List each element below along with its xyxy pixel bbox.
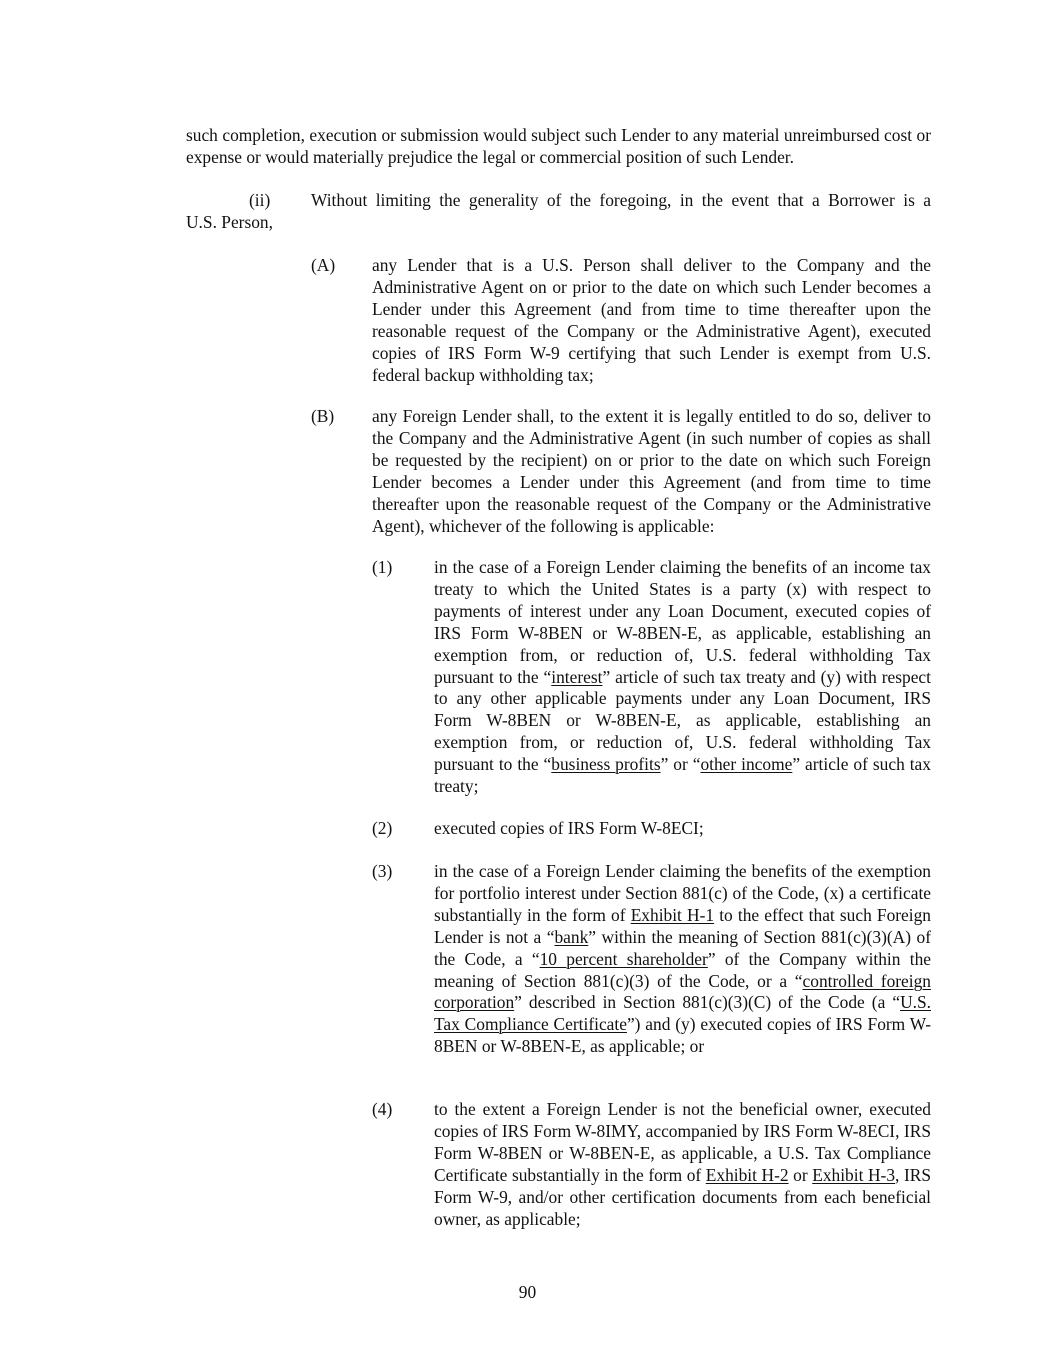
item-3-part: ” within the meaning of Section 881(c)(3)(A) of the Code, a “ — [434, 926, 931, 969]
defined-term-interest: interest — [551, 666, 603, 687]
item-3-part: ” described in Section 881(c)(3)(C) of the Code (a “ — [514, 992, 901, 1013]
defined-term-us-tax-compliance-certificate: U.S. Tax Compliance Certificate — [434, 992, 931, 1035]
clause-ii-label: (ii) — [249, 190, 271, 210]
item-2 — [434, 818, 931, 840]
page-number: 90 — [518, 1282, 537, 1302]
defined-term-10-percent-shareholder: 10 percent shareholder — [539, 948, 708, 969]
item-1 — [434, 557, 931, 798]
defined-term-controlled-foreign-corporation: controlled foreign corporation — [434, 970, 931, 1013]
intro-text: such completion, execution or submission would subject such Lender to any material unreimbursed cost or expense or would materially prejudice the legal or commercial position of such Lender. — [186, 125, 931, 167]
item-4-part: to the extent a Foreign Lender is not the beneficial owner, executed copies of IRS Form W-8IMY, accompanied by IRS Form W-8ECI, IRS Form W-8BEN or W-8BEN-E, as applicable, a U.S. Tax Compliance Certificate substantially in the form of — [434, 1099, 931, 1185]
item-1-text — [434, 557, 931, 798]
item-2-label: (2) — [372, 818, 393, 838]
clause-ii-text: Without limiting the generality of the foregoing, in the event that a Borrower is a — [311, 190, 931, 210]
intro-paragraph — [186, 125, 931, 169]
clause-b-text: any Foreign Lender shall, to the extent it is legally entitled to do so, deliver to the Company and the Administrative Agent (in such number of copies as shall be requested by the recipient) on or prior to the date on which such Foreign Lender becomes a Lender under this Agreement (and from time to time thereafter upon the reasonable request of the Company or the Administrative Agent), whichever of the following is applicable: — [372, 406, 931, 536]
item-4-part: , IRS Form W-9, and/or other certification documents from each beneficial owner, as applicable; — [434, 1164, 932, 1229]
item-3-part: ”) and (y) executed copies of IRS Form W-8BEN or W-8BEN-E, as applicable; or — [434, 1014, 931, 1057]
item-1-part: ” article of such tax treaty; — [434, 754, 931, 797]
item-3-part: ” of the Company within the meaning of Section 881(c)(3) of the Code, or a “ — [434, 948, 931, 991]
item-3-label: (3) — [372, 861, 393, 881]
item-1-label: (1) — [372, 557, 393, 577]
item-3 — [434, 861, 931, 1058]
item-3-part: to the effect that such Foreign Lender is not a “ — [434, 904, 931, 947]
defined-term-other-income: other income — [700, 754, 793, 775]
clause-a-text: any Lender that is a U.S. Person shall deliver to the Company and the Administrative Agent on or prior to the date on which such Lender becomes a Lender under this Agreement (and from time to time thereafter upon the reasonable request of the Company or the Administrative Agent), executed copies of IRS Form W-9 certifying that such Lender is exempt from U.S. federal backup withholding tax; — [372, 255, 931, 385]
clause-a — [372, 255, 931, 386]
exhibit-h-2-reference: Exhibit H-2 — [705, 1164, 789, 1185]
item-1-part: in the case of a Foreign Lender claiming the benefits of an income tax treaty to which the United States is a party (x) with respect to payments of interest under any Loan Document, executed copies of IRS Form W-8BEN or W-8BEN-E, as applicable, establishing an exemption from, or reduction of, U.S. federal withholding Tax pursuant to the “ — [434, 557, 931, 687]
item-4-label: (4) — [372, 1099, 393, 1119]
item-1-part: ” or “ — [660, 754, 701, 775]
exhibit-h-1-reference: Exhibit H-1 — [630, 904, 715, 925]
clause-ii-first-line — [311, 190, 931, 212]
item-2-text: executed copies of IRS Form W-8ECI; — [434, 818, 704, 838]
item-4-part: or — [788, 1164, 813, 1185]
defined-term-business-profits: business profits — [551, 754, 661, 775]
item-4-text — [434, 1099, 931, 1230]
item-4 — [434, 1099, 931, 1230]
item-3-text — [434, 861, 931, 1058]
clause-b-label: (B) — [311, 406, 335, 426]
clause-b — [372, 406, 931, 537]
clause-a-label: (A) — [311, 255, 336, 275]
exhibit-h-3-reference: Exhibit H-3 — [812, 1164, 896, 1185]
clause-ii-second-line: U.S. Person, — [186, 212, 273, 232]
item-1-part: ” article of such tax treaty and (y) with respect to any other applicable payments under any Loan Document, IRS Form W-8BEN or W-8BEN-E, as applicable, establishing an exemption from, or reduction of, U.S. federal withholding Tax pursuant to the “ — [434, 666, 931, 775]
item-3-part: in the case of a Foreign Lender claiming the benefits of the exemption for portfolio interest under Section 881(c) of the Code, (x) a certificate substantially in the form of — [434, 861, 931, 925]
defined-term-bank: bank — [554, 926, 589, 947]
